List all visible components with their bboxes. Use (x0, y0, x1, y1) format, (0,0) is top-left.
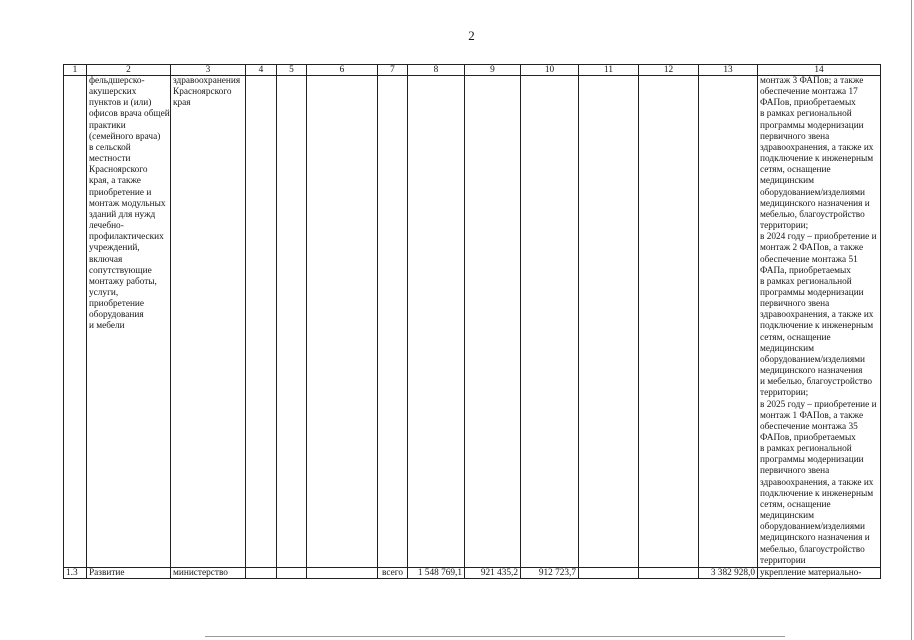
cell-col14-expected-result (758, 76, 881, 568)
event-name-line: приобретение (89, 299, 145, 310)
expected-result-line: в рамках региональной (760, 444, 852, 455)
header-col-4: 4 (246, 65, 277, 76)
header-col-11: 11 (579, 65, 639, 76)
event-name-line: монтаж модульных (89, 198, 166, 209)
expected-result-line: монтаж 3 ФАПов; а также (760, 76, 864, 86)
header-col-1: 1 (64, 65, 87, 76)
header-col-14: 14 (758, 65, 881, 76)
cell-col10-empty (521, 76, 579, 568)
expected-result-line: первичного звена (760, 299, 830, 310)
expected-result-line: программы модернизации (760, 455, 864, 466)
event-name-line: пунктов и (или) (89, 98, 152, 109)
event-name-line: практики (89, 120, 126, 131)
header-col-8: 8 (408, 65, 465, 76)
header-row (64, 65, 881, 76)
event-name-line: оборудования (89, 310, 144, 321)
cell-col4-empty (246, 76, 277, 568)
page-number: 2 (468, 28, 475, 43)
expected-result-line: ФАПов, приобретаемых (760, 98, 856, 109)
amount-col10-cell: 912 723,7 (521, 567, 579, 578)
expected-result-line: медицинским (760, 176, 815, 187)
cell-col6-empty (307, 76, 378, 568)
expected-result-line: мебелью, благоустройство (760, 209, 865, 220)
expected-result-line: подключение к инженерным (760, 488, 874, 499)
expected-result-line: обеспечение монтажа 51 (760, 254, 858, 265)
event-name-line: профилактических (89, 232, 164, 243)
event-name-line: зданий для нужд (89, 209, 156, 220)
expected-result-line: ФАПа, приобретаемых (760, 265, 851, 276)
expected-result-line: территории (760, 555, 806, 566)
header-col-6: 6 (307, 65, 378, 76)
cell-col11-empty (579, 567, 639, 578)
responsible-cell: министерство (171, 567, 246, 578)
responsible-line: края (173, 98, 191, 109)
cell-col11-empty (579, 76, 639, 568)
expected-result-line: сетям, оснащение (760, 165, 831, 176)
cell-col13-empty (699, 76, 758, 568)
expected-result-line: программы модернизации (760, 120, 864, 131)
expected-result-line: первичного звена (760, 466, 830, 477)
expected-result-line: монтаж 1 ФАПов, а также (760, 410, 864, 421)
expected-result-line: ФАПов, приобретаемых (760, 433, 856, 443)
event-name-line: учреждений, (89, 243, 140, 254)
expected-result-line: подключение к инженерным (760, 154, 874, 165)
expected-result-line: первичного звена (760, 131, 830, 142)
cell-col5-empty (277, 76, 307, 568)
cell-col12-empty (639, 567, 699, 578)
event-name-line: края, а также (89, 176, 141, 187)
header-col-5: 5 (277, 65, 307, 76)
responsible-line: здравоохранения (173, 76, 241, 86)
expected-result-line: сетям, оснащение (760, 499, 831, 510)
row-number-cell: 1.3 (64, 567, 87, 578)
expected-result-line: в 2024 году – приобретение и (760, 232, 877, 243)
amount-col8-cell: 1 548 769,1 (408, 567, 465, 578)
scan-edge-line-bottom (205, 636, 785, 637)
expected-result-line: медицинского назначения (760, 366, 863, 377)
column-number-header (64, 65, 881, 76)
event-name-line: лечебно- (89, 221, 124, 232)
event-name-line: офисов врача общей (89, 109, 170, 120)
event-name-line: фельдшерско- (89, 76, 145, 86)
event-name-line: Красноярского (89, 165, 148, 176)
expected-result-line: в 2025 году – приобретение и (760, 399, 877, 410)
event-name-line: в сельской (89, 142, 131, 153)
program-table (63, 64, 881, 579)
header-col-12: 12 (639, 65, 699, 76)
responsible-line: Красноярского (173, 87, 232, 98)
event-name-line: монтажу работы, (89, 276, 157, 287)
expected-result-line: здравоохранения, а также их (760, 310, 874, 321)
expected-result-line: в рамках региональной (760, 276, 852, 287)
total-label-cell: всего (378, 567, 408, 578)
expected-result-cell: укрепление материально- (758, 567, 881, 578)
event-name-line: включая (89, 254, 123, 265)
header-col-7: 7 (378, 65, 408, 76)
expected-result-line: оборудованием/изделиями (760, 187, 866, 198)
scan-edge-line-right (911, 0, 912, 640)
expected-result-line: территории; (760, 221, 809, 232)
cell-col5-empty (277, 567, 307, 578)
expected-result-line: здравоохранения, а также их (760, 142, 874, 153)
table-row-1-3 (64, 567, 881, 578)
table-row-continuation (64, 76, 881, 568)
event-name-line: акушерских (89, 87, 137, 98)
expected-result-line: обеспечение монтажа 35 (760, 421, 858, 432)
cell-col8-empty (408, 76, 465, 568)
cell-col2-event-name (87, 76, 171, 568)
event-name-line: услуги, (89, 287, 119, 298)
cell-col3-responsible (171, 76, 246, 568)
header-col-13: 13 (699, 65, 758, 76)
cell-col4-empty (246, 567, 277, 578)
expected-result-line: программы модернизации (760, 287, 864, 298)
cell-col1-empty (64, 76, 87, 568)
cell-col6-empty (307, 567, 378, 578)
event-name-line: местности (89, 154, 131, 165)
header-col-9: 9 (465, 65, 521, 76)
amount-col9-cell: 921 435,2 (465, 567, 521, 578)
expected-result-line: мебелью, благоустройство (760, 544, 865, 555)
cell-col7-empty (378, 76, 408, 568)
expected-result-line: оборудованием/изделиями (760, 522, 866, 533)
expected-result-line: обеспечение монтажа 17 (760, 87, 858, 98)
header-col-10: 10 (521, 65, 579, 76)
expected-result-line: медицинским (760, 343, 815, 354)
expected-result-line: сетям, оснащение (760, 332, 831, 343)
header-col-2: 2 (87, 65, 171, 76)
header-col-3: 3 (171, 65, 246, 76)
expected-result-line: оборудованием/изделиями (760, 354, 866, 365)
event-name-line: и мебели (89, 321, 125, 332)
expected-result-line: здравоохранения, а также их (760, 477, 874, 488)
expected-result-line: медицинского назначения и (760, 533, 870, 544)
event-name-line: приобретение и (89, 187, 152, 198)
event-name-cell: Развитие (87, 567, 171, 578)
expected-result-line: и мебелью, благоустройство (760, 377, 873, 388)
expected-result-line: медицинским (760, 511, 815, 522)
expected-result-line: территории; (760, 388, 809, 399)
expected-result-line: монтаж 2 ФАПов, а также (760, 243, 864, 254)
expected-result-line: подключение к инженерным (760, 321, 874, 332)
event-name-line: (семейного врача) (89, 131, 161, 142)
amount-col13-cell: 3 382 928,0 (699, 567, 758, 578)
event-name-line: сопутствующие (89, 265, 152, 276)
cell-col12-empty (639, 76, 699, 568)
expected-result-line: медицинского назначения и (760, 198, 870, 209)
cell-col9-empty (465, 76, 521, 568)
expected-result-line: в рамках региональной (760, 109, 852, 120)
